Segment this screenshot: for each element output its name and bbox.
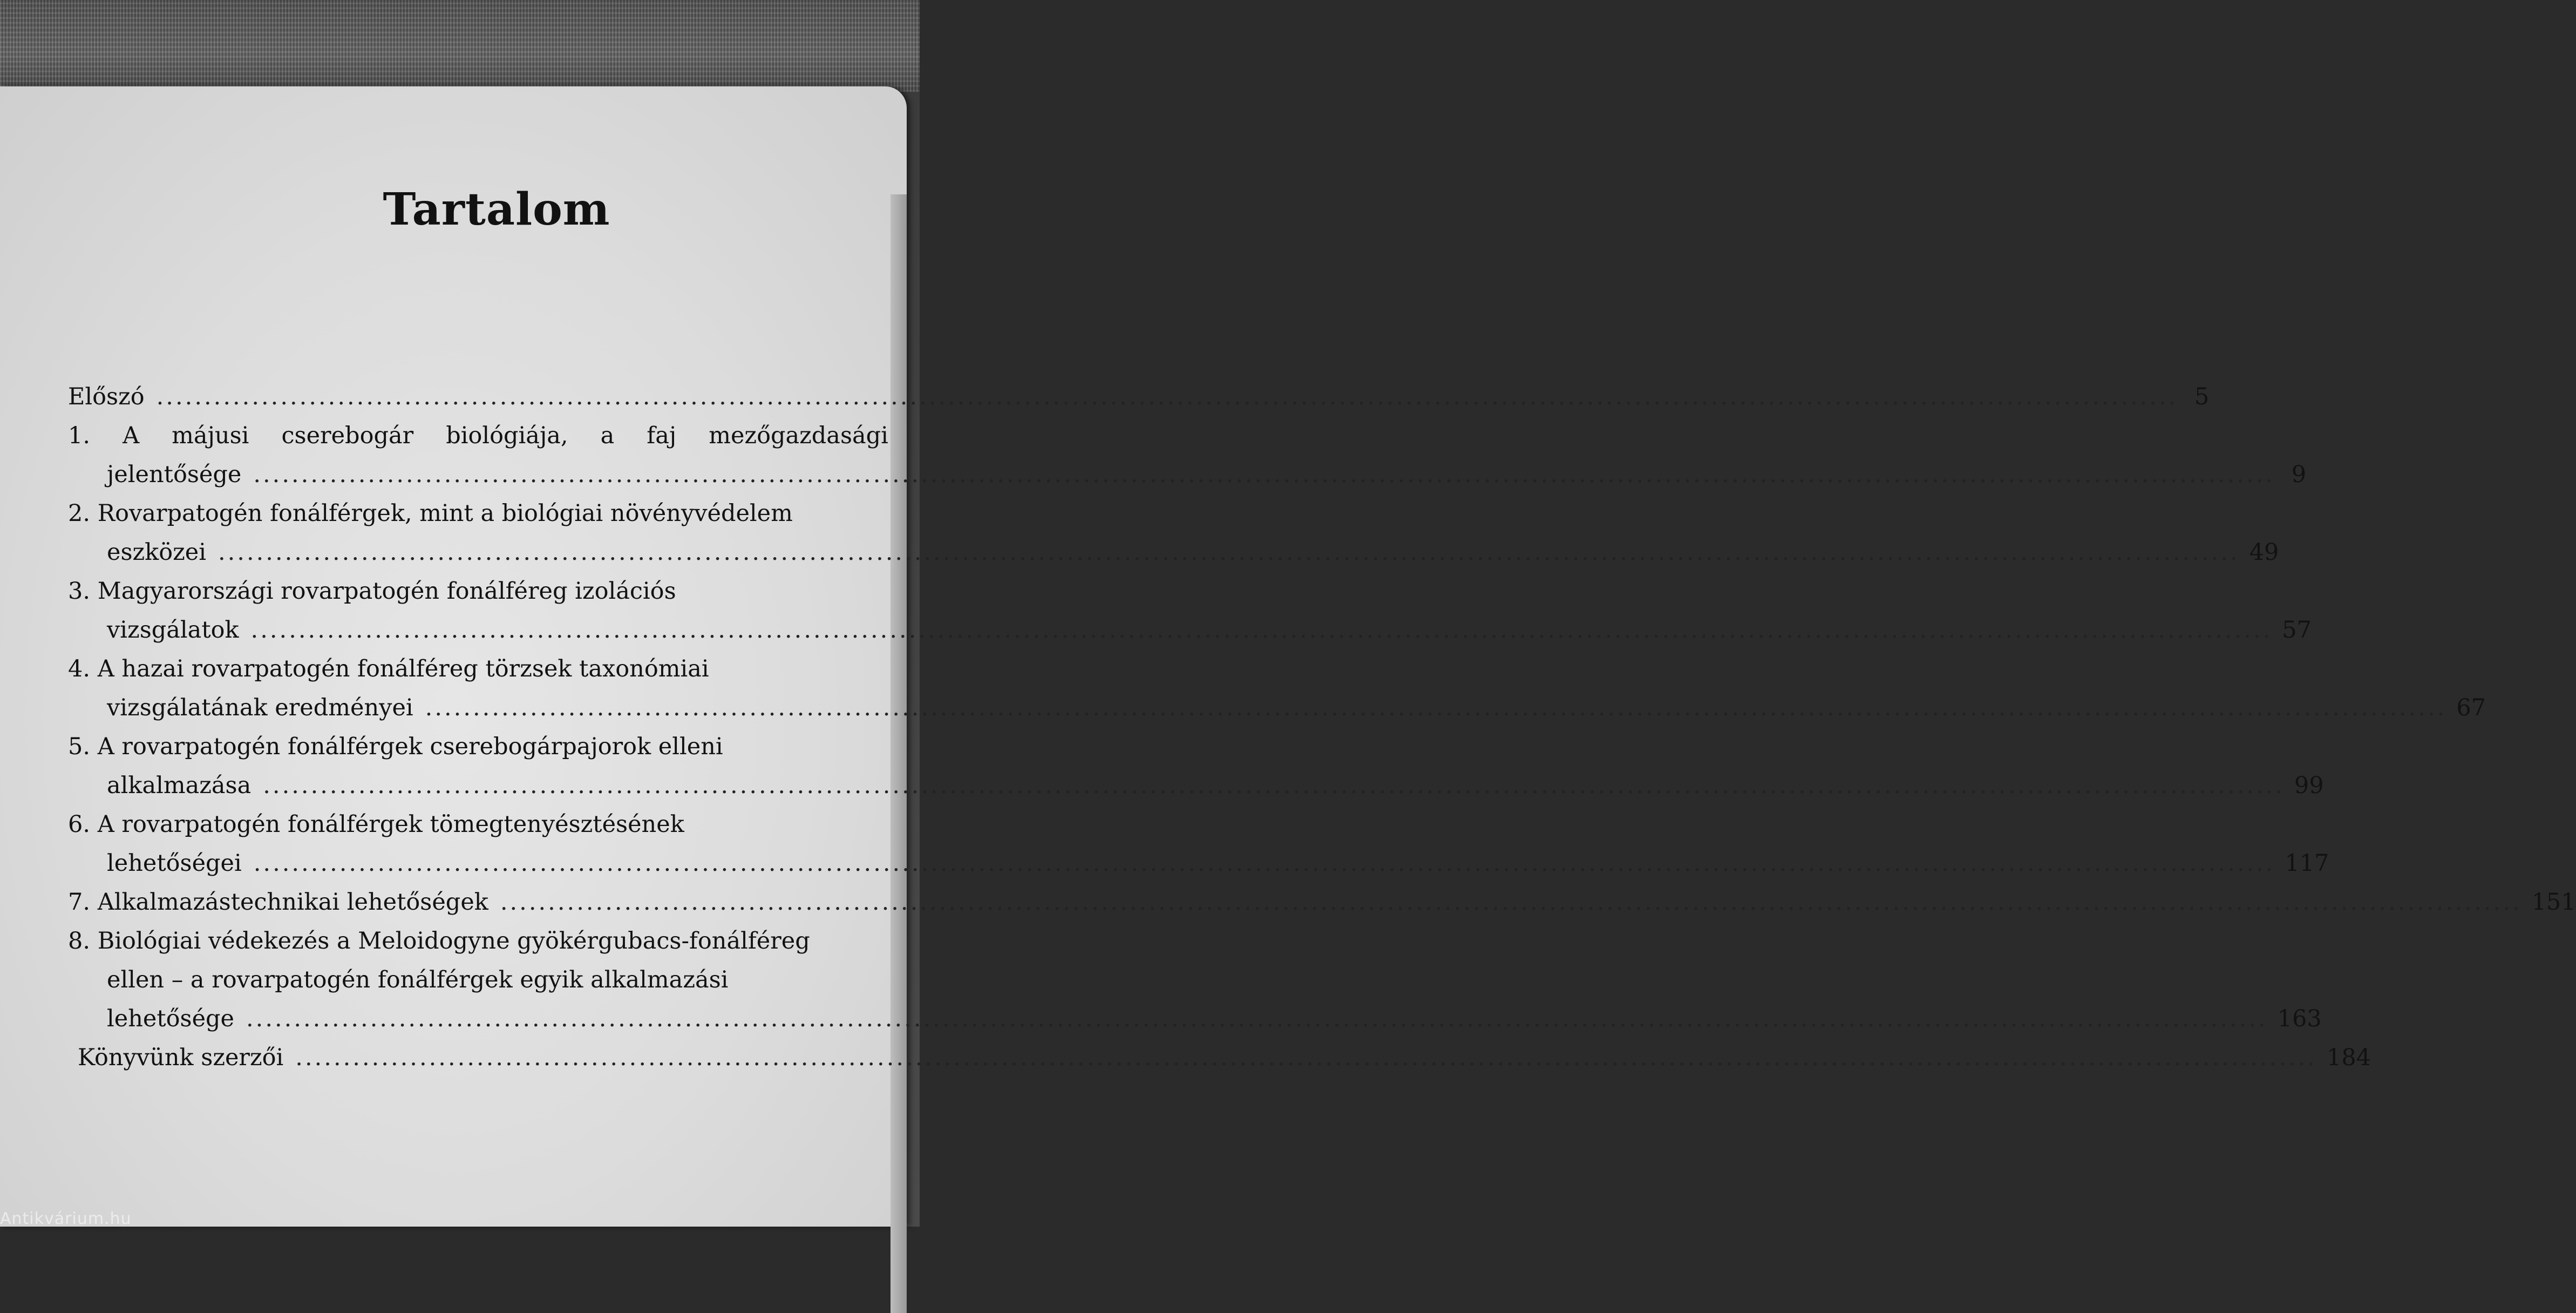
book-page <box>0 86 2576 1227</box>
toc-entry-ch8-line3 <box>68 1005 2322 1044</box>
word: biológiája, <box>446 422 568 449</box>
word: májusi <box>172 422 249 449</box>
toc-entry-title: 8. Biológiai védekezés a Meloidogyne gyökérgubacs-fonálféreg <box>68 928 810 955</box>
leader-dots <box>253 461 2275 488</box>
toc-entry-title-cont: eszközei <box>107 539 206 566</box>
toc-entry-ch4-line1 <box>68 655 910 694</box>
toc-entry-ch2-line2 <box>68 539 2279 578</box>
toc-page-number: 151 <box>2531 889 2576 916</box>
leader-dots <box>500 889 2522 916</box>
toc-entry-title-cont: vizsgálatának eredményei <box>107 694 413 721</box>
toc-entry-ch5-line1 <box>68 733 910 772</box>
toc-page-number: 49 <box>2249 539 2279 566</box>
page-title: Tartalom <box>383 184 610 235</box>
book-cover-strip <box>0 0 920 92</box>
toc-page-number: 163 <box>2277 1005 2322 1032</box>
toc-entry-title-cont: lehetősége <box>107 1005 234 1032</box>
toc-page-number: 9 <box>2291 461 2307 488</box>
table-of-contents <box>68 383 2576 1083</box>
toc-page-number: 57 <box>2282 617 2312 644</box>
toc-entry-ch3-line1 <box>68 578 910 617</box>
toc-entry-title: 7. Alkalmazástechnikai lehetőségek <box>68 889 488 916</box>
toc-entry-ch2-line1 <box>68 500 910 539</box>
toc-entry-ch7 <box>68 889 2576 928</box>
toc-entry-title-cont: lehetőségei <box>107 850 242 877</box>
toc-entry-title-cont: ellen – a rovarpatogén fonálférgek egyik alkalmazási <box>107 966 729 993</box>
toc-entry-title-cont: alkalmazása <box>107 772 252 799</box>
toc-entry-preface <box>68 383 2210 422</box>
word: a <box>600 422 615 449</box>
toc-entry-ch3-line2 <box>68 617 2312 655</box>
toc-entry-ch1-line1 <box>68 422 910 461</box>
toc-entry-ch5-line2 <box>68 772 2324 811</box>
toc-entry-authors <box>68 1044 2371 1083</box>
toc-entry-title: 3. Magyarországi rovarpatogén fonálféreg izolációs <box>68 578 676 605</box>
toc-entry-title: 6. A rovarpatogén fonálférgek tömegtenyésztésének <box>68 811 684 838</box>
word: mezőgazdasági <box>709 422 888 449</box>
toc-entry-ch1-line2 <box>68 461 2307 500</box>
leader-dots <box>295 1044 2317 1071</box>
leader-dots <box>218 539 2240 566</box>
toc-entry-title <box>68 422 888 449</box>
word: 1. <box>68 422 91 449</box>
toc-entry-title: Előszó <box>68 383 145 410</box>
leader-dots <box>246 1005 2268 1032</box>
watermark: Antikvárium.hu <box>0 1209 132 1228</box>
toc-entry-title-cont: vizsgálatok <box>107 617 239 644</box>
toc-entry-ch6-line1 <box>68 811 910 850</box>
toc-entry-title: 5. A rovarpatogén fonálférgek cserebogárpajorok elleni <box>68 733 723 760</box>
toc-entry-title: 2. Rovarpatogén fonálférgek, mint a biológiai növényvédelem <box>68 500 793 527</box>
leader-dots <box>263 772 2285 799</box>
leader-dots <box>254 850 2275 877</box>
toc-page-number: 117 <box>2285 850 2329 877</box>
toc-page-number: 184 <box>2327 1044 2371 1071</box>
toc-entry-ch8-line2 <box>68 966 910 1005</box>
toc-entry-title-cont: jelentősége <box>107 461 242 488</box>
toc-entry-ch6-line2 <box>68 850 2329 889</box>
toc-page-number: 5 <box>2194 383 2210 410</box>
word: faj <box>647 422 677 449</box>
toc-page-number: 99 <box>2294 772 2324 799</box>
leader-dots <box>157 383 2178 410</box>
toc-entry-title: Könyvünk szerzői <box>78 1044 284 1071</box>
word: cserebogár <box>281 422 414 449</box>
toc-page-number: 67 <box>2456 694 2486 721</box>
leader-dots <box>251 617 2273 644</box>
toc-entry-title: 4. A hazai rovarpatogén fonálféreg törzsek taxonómiai <box>68 655 709 682</box>
toc-entry-ch4-line2 <box>68 694 2486 733</box>
leader-dots <box>425 694 2447 721</box>
word: A <box>123 422 140 449</box>
toc-entry-ch8-line1 <box>68 928 910 966</box>
